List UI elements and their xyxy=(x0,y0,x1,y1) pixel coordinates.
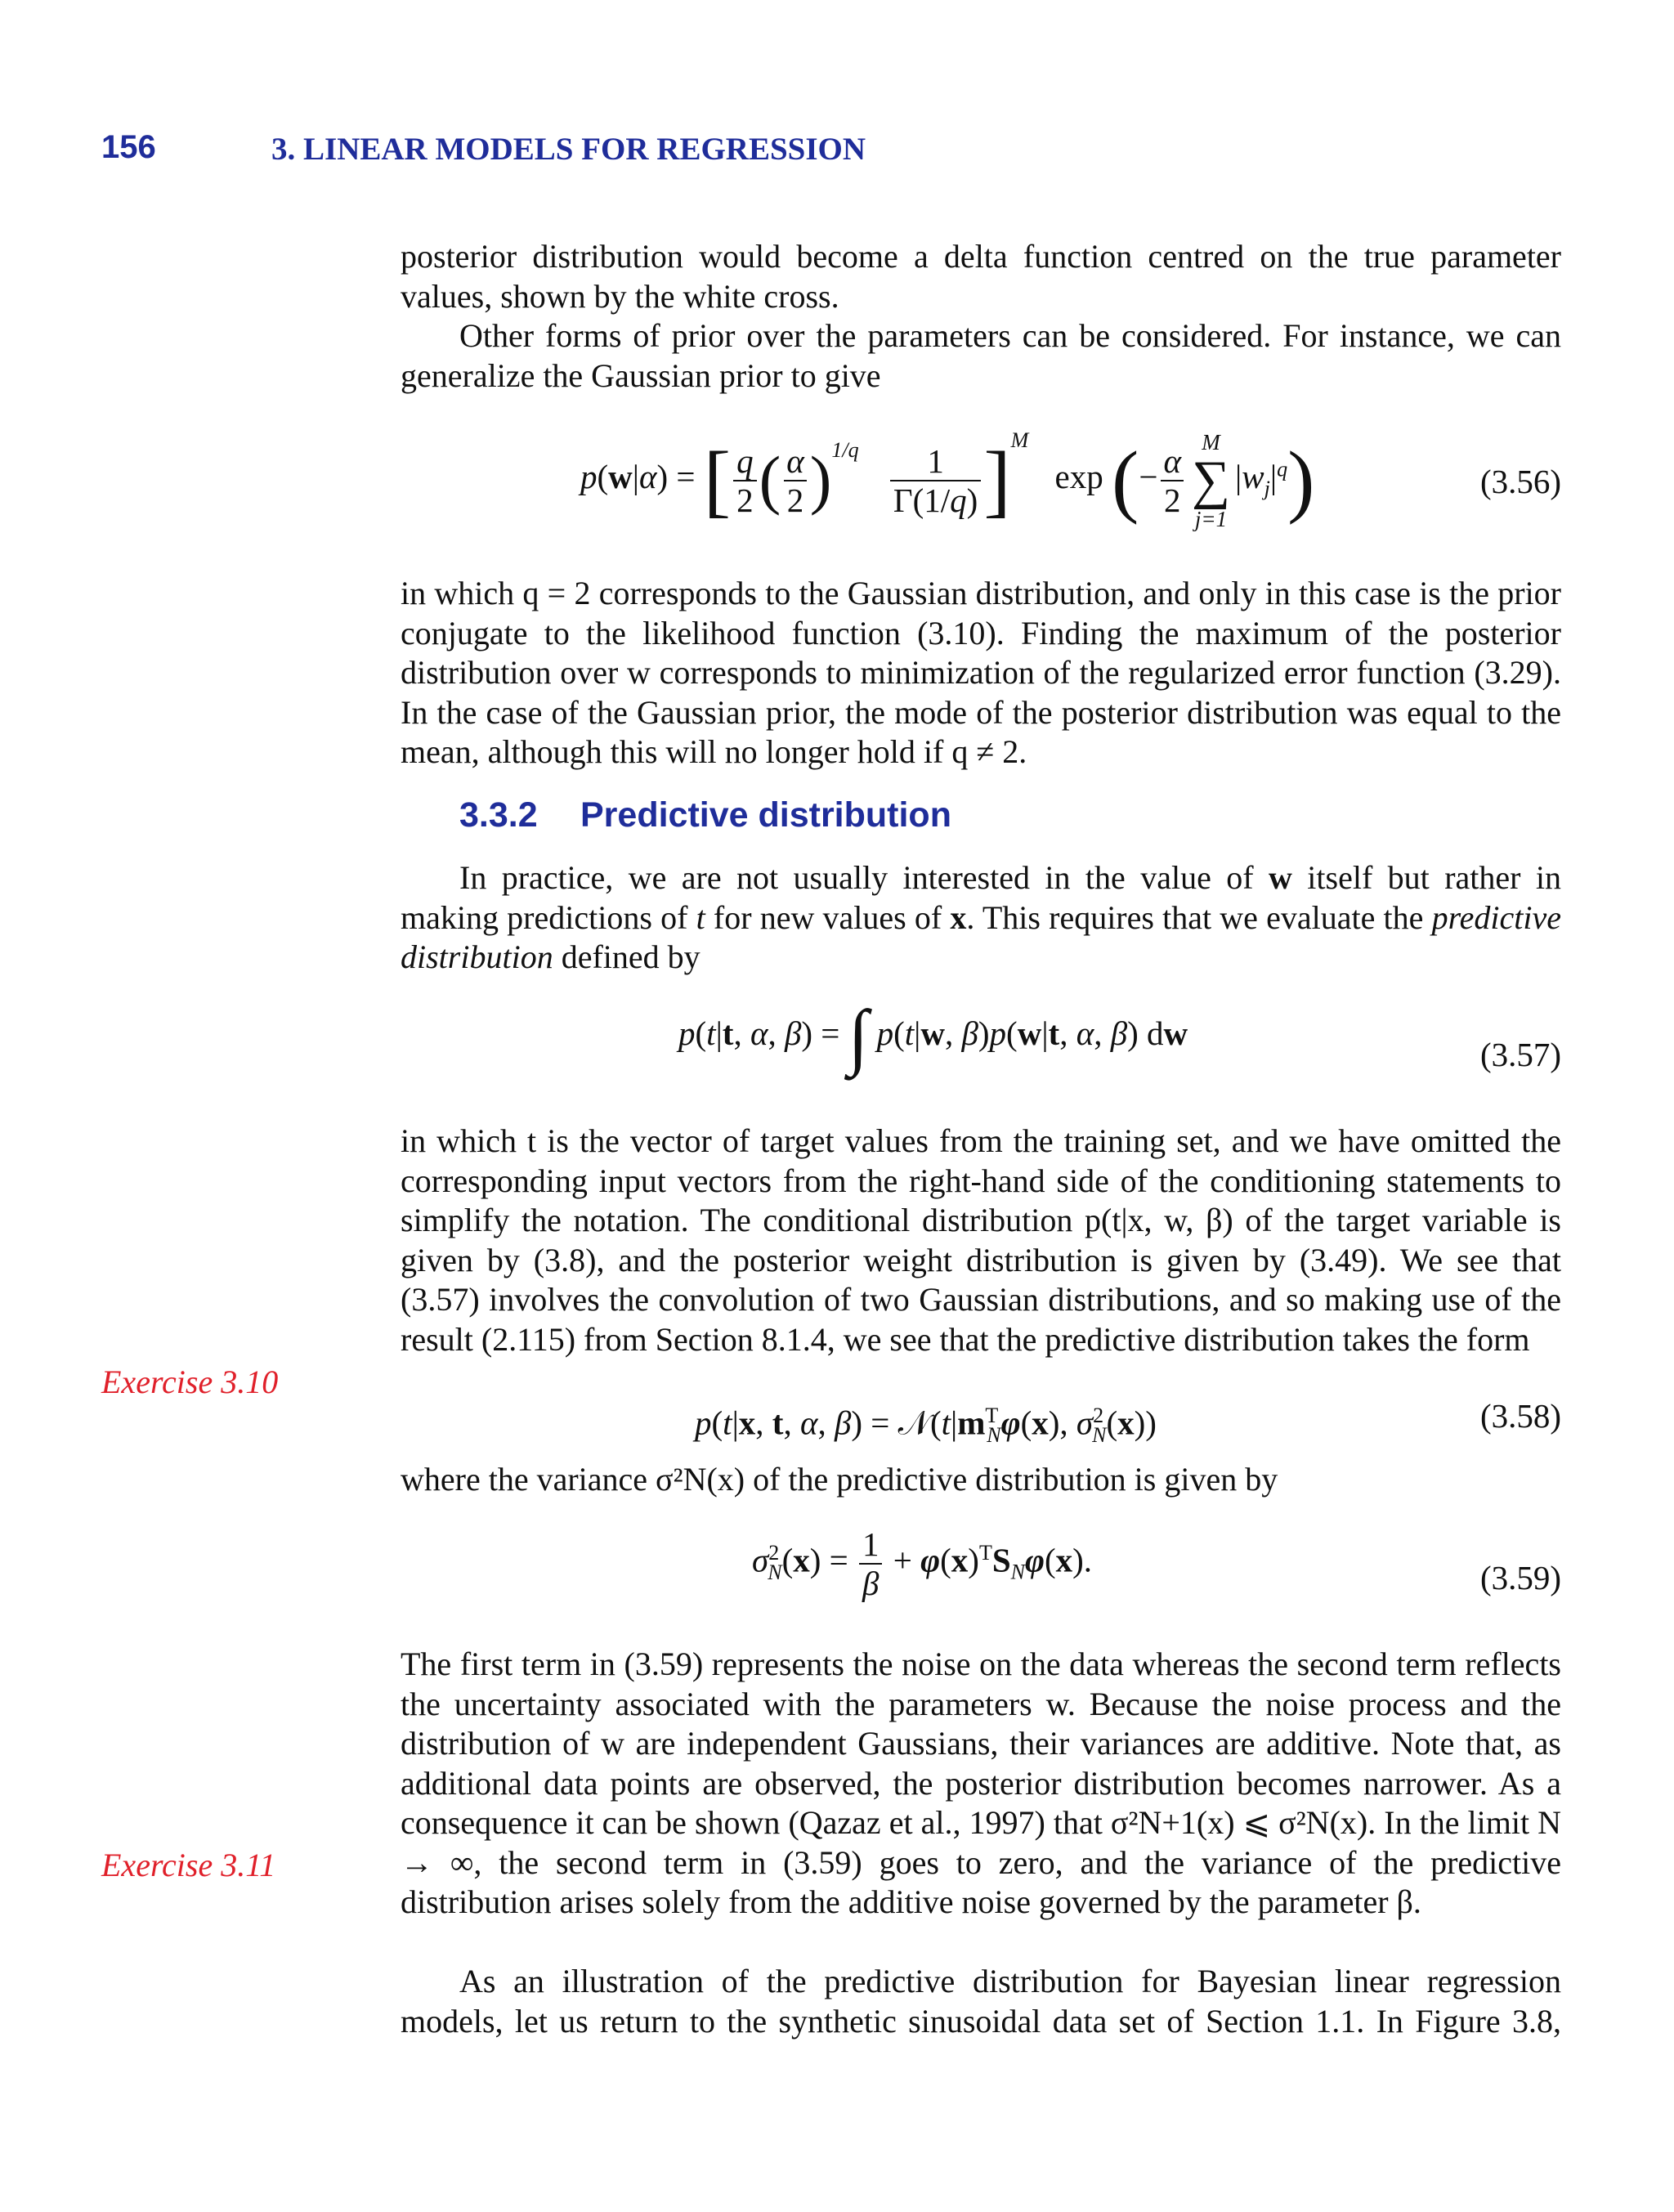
page-header xyxy=(0,129,1674,178)
section-title: Predictive distribution xyxy=(580,795,951,835)
equation-body: $\sigma^2_N(x)$ = $\frac{1}{\beta}$ + $\varphi(x)^TS_N\varphi(x)$. xyxy=(752,1525,1093,1602)
paragraph-8 xyxy=(401,1962,1561,2041)
paragraph-text: in which t is the vector of target values from the training set, and we have omitted the corresponding input vectors from the right-hand side of the conditioning statements to simplify the notation. The conditional distribution p(t|x, w, β) of the target variable is given by (3.8), and the posterior weight distribution is given by (3.49). We see that (3.57) involves the convolution of two Gaussian distributions, and so making use of the result (2.115) from Section 8.1.4, we see that the predictive distribution takes the form xyxy=(401,1122,1561,1358)
margin-note-exercise-3-10: Exercise 3.10 xyxy=(101,1363,279,1400)
section-number: 3.3.2 xyxy=(459,795,538,835)
equation-3-57 xyxy=(401,996,1561,1095)
paragraph-2 xyxy=(401,316,1561,396)
sum-upper-limit: M xyxy=(1202,429,1220,454)
equation-body: p(w|α) = [ $\frac{q}{2}$ ( $\frac{\alpha}{2}$ )$^{1/q}$ $\frac{1}{\Gamma(1/q)}$ ]$^M$ exp (− $\frac{\alpha}{2}$ M ∑ j=1 $|w_j|^q$) xyxy=(580,428,1315,531)
paragraph-3 xyxy=(401,574,1561,772)
paragraph-text: As an illustration of the predictive distribution for Bayesian linear regression models, let us return to the synthetic sinusoidal data set of Section 1.1. In Figure 3.8, xyxy=(401,1963,1561,2040)
equation-body: p(t|t, α, β) = ∫ p(t|w, β)p(w|t, α, β) dw xyxy=(678,996,1188,1077)
equation-number: (3.57) xyxy=(1479,1036,1561,1073)
paragraph-5 xyxy=(401,1122,1561,1359)
page-number: 156 xyxy=(101,129,156,165)
inner-power: 1/q xyxy=(831,438,859,462)
section-heading xyxy=(459,795,951,835)
outer-power: M xyxy=(1010,428,1029,452)
paragraph-4 xyxy=(401,858,1561,978)
equation-3-59 xyxy=(401,1520,1561,1619)
equation-3-56 xyxy=(401,413,1561,552)
paragraph-1 xyxy=(401,237,1561,316)
paragraph-text: posterior distribution would become a delta function centred on the true parameter values, shown by the white cross. xyxy=(401,238,1561,315)
margin-note-exercise-3-11: Exercise 3.11 xyxy=(101,1847,276,1883)
paragraph-7 xyxy=(401,1645,1561,1923)
sum-lower-limit: j=1 xyxy=(1194,506,1228,531)
equation-number: (3.59) xyxy=(1479,1559,1561,1596)
paragraph-text: where the variance σ²N(x) of the predictive distribution is given by xyxy=(401,1461,1278,1498)
equation-number: (3.56) xyxy=(1479,463,1561,500)
equation-3-58 xyxy=(401,1396,1561,1445)
equation-body: p(t|x, t, α, $\beta) = 𝒩(t|m^T_N\varphi(x)$, $\sigma^2_N(x)$) xyxy=(695,1404,1157,1447)
paragraph-text: in which q = 2 corresponds to the Gaussian distribution, and only in this case is the prior conjugate to the likelihood function (3.10). Finding the maximum of the posterior distribution over w corresponds to minimization of the regularized error function (3.29). In the case of the Gaussian prior, the mode of the posterior distribution was equal to the mean, although this will no longer hold if q ≠ 2. xyxy=(401,575,1561,770)
paragraph-text: The first term in (3.59) represents the noise on the data whereas the second term reflects the uncertainty associated with the parameters w. Because the noise process and the distribution of w are independent Gaussians, their variances are additive. Note that, as additional data points are observed, the posterior distribution becomes narrower. As a consequence it can be shown (Qazaz et al., 1997) that σ²N+1(x) ⩽ σ²N(x). In the limit N → ∞, the second term in (3.59) goes to zero, and the variance of the predictive distribution arises solely from the additive noise governed by the parameter β. xyxy=(401,1646,1561,1920)
paragraph-text: Other forms of prior over the parameters can be considered. For instance, we can generalize the Gaussian prior to give xyxy=(401,317,1561,394)
equation-number: (3.58) xyxy=(1479,1397,1561,1435)
paragraph-6 xyxy=(401,1460,1561,1500)
running-title: 3. LINEAR MODELS FOR REGRESSION xyxy=(271,132,866,167)
paragraph-text: In practice, we are not usually interested in the value of w itself but rather in making predictions of t for new values of x. This requires that we evaluate the predictive distribution defined by xyxy=(401,859,1562,975)
